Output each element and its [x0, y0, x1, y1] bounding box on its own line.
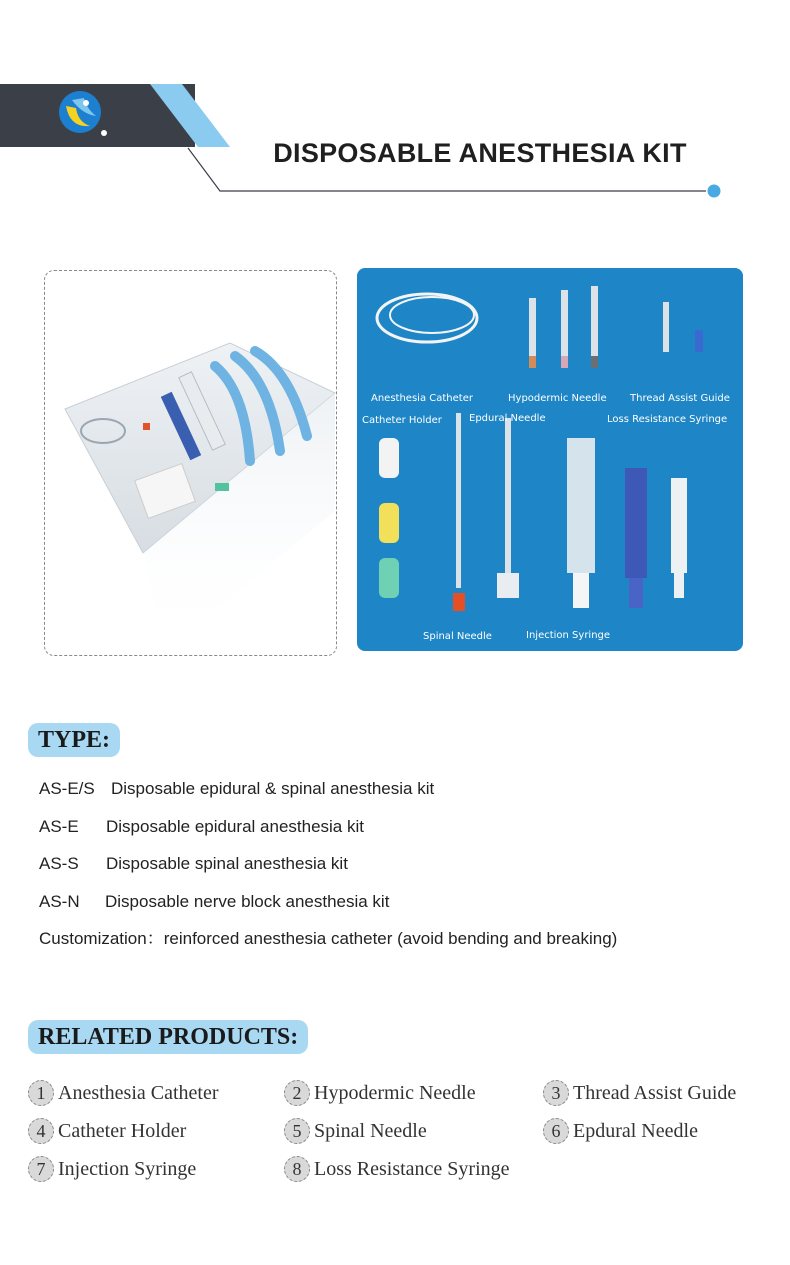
label-loss-resistance-syringe: Loss Resistance Syringe: [607, 414, 728, 425]
label-hypodermic-needle: Hypodermic Needle: [508, 393, 607, 404]
type-description: Disposable nerve block anesthesia kit: [105, 891, 390, 911]
type-item: [39, 814, 759, 852]
type-code: AS-S: [39, 854, 79, 873]
kit-tray-illustration: [45, 271, 336, 655]
related-item-name: Spinal Needle: [314, 1119, 427, 1142]
label-anesthesia-catheter: Anesthesia Catheter: [371, 393, 473, 404]
type-description: Disposable spinal anesthesia kit: [106, 854, 348, 873]
label-thread-assist-guide: Thread Assist Guide: [630, 393, 730, 404]
components-illustration: [357, 268, 743, 651]
type-code: AS-N: [39, 891, 80, 911]
item-number-badge: 7: [28, 1156, 54, 1182]
customization-row: [39, 926, 759, 964]
components-photo: [357, 268, 743, 651]
type-item: [39, 776, 759, 814]
related-item-name: Catheter Holder: [58, 1119, 187, 1142]
type-heading: TYPE:: [28, 723, 120, 757]
label-spinal-needle: Spinal Needle: [423, 631, 492, 642]
related-item-name: Epdural Needle: [573, 1119, 698, 1142]
page-title: DISPOSABLE ANESTHESIA KIT: [273, 138, 687, 168]
related-item: [28, 1118, 186, 1144]
related-products-heading: RELATED PRODUCTS:: [28, 1020, 308, 1054]
kit-tray-photo: [44, 270, 337, 656]
item-number-badge: 2: [284, 1080, 310, 1106]
item-number-badge: 6: [543, 1118, 569, 1144]
type-code: AS-E/S: [39, 779, 95, 798]
related-item: [284, 1118, 427, 1144]
type-code: AS-E: [39, 816, 79, 836]
type-description: Disposable epidural & spinal anesthesia kit: [111, 779, 435, 798]
label-catheter-holder: Catheter Holder: [362, 415, 442, 426]
item-number-badge: 1: [28, 1080, 54, 1106]
related-item: [284, 1080, 476, 1106]
item-number-badge: 5: [284, 1118, 310, 1144]
related-item: [543, 1080, 736, 1106]
related-item-name: Hypodermic Needle: [314, 1081, 476, 1104]
type-item: [39, 889, 759, 927]
label-injection-syringe: Injection Syringe: [526, 630, 611, 641]
related-item: [28, 1080, 219, 1106]
type-description: Disposable epidural anesthesia kit: [106, 816, 364, 836]
type-item: [39, 851, 759, 889]
related-item: [284, 1156, 510, 1182]
customization-text: reinforced anesthesia catheter (avoid bending and breaking): [163, 929, 618, 948]
type-list: [39, 776, 759, 964]
item-number-badge: 8: [284, 1156, 310, 1182]
related-item: [28, 1156, 196, 1182]
item-number-badge: 3: [543, 1080, 569, 1106]
customization-label: Customization：: [39, 929, 164, 948]
title-underline: [0, 0, 790, 260]
related-item-name: Anesthesia Catheter: [58, 1081, 219, 1104]
related-item-name: Loss Resistance Syringe: [314, 1157, 510, 1180]
related-item-name: Thread Assist Guide: [573, 1081, 737, 1104]
related-item: [543, 1118, 698, 1144]
related-item-name: Injection Syringe: [58, 1157, 197, 1180]
item-number-badge: 4: [28, 1118, 54, 1144]
label-epidural-needle: Epdural Needle: [469, 413, 546, 424]
